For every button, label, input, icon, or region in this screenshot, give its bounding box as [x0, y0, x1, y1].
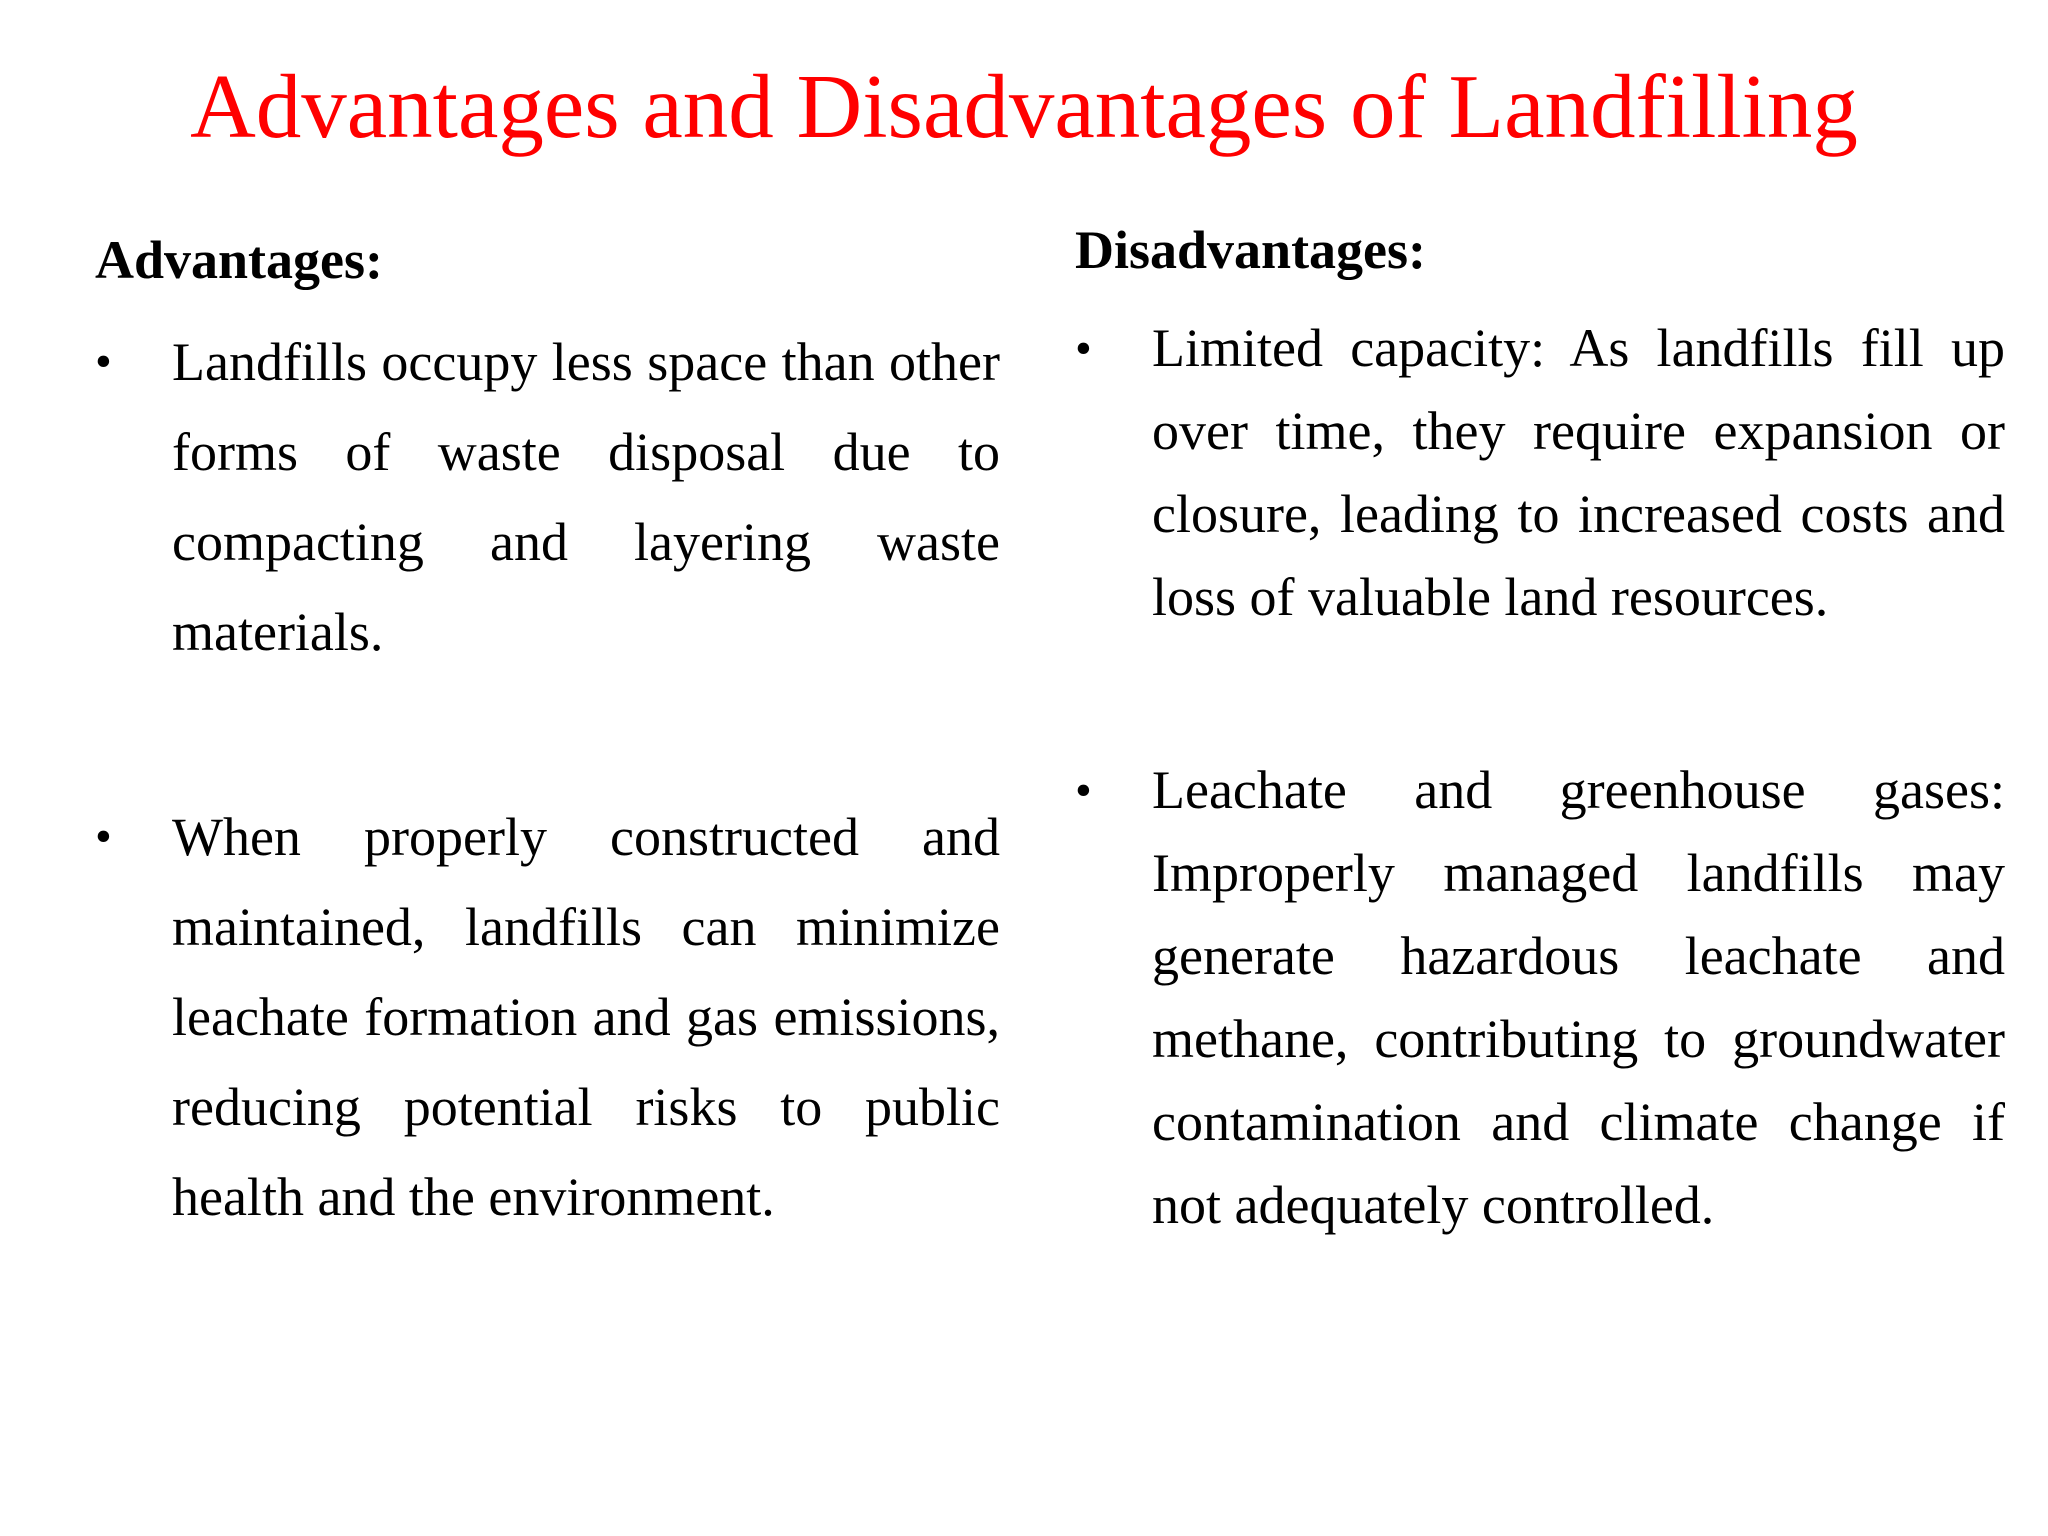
- disadvantages-heading: Disadvantages:: [1075, 220, 1427, 280]
- advantage-text: Landfills occupy less space than other forms of waste disposal due to compacting and layering waste materials.: [172, 332, 1000, 662]
- advantages-column: [95, 225, 1000, 1242]
- disadvantages-list-item: [1075, 307, 2005, 639]
- bullet-icon: •: [95, 810, 112, 863]
- disadvantage-text: Limited capacity: As landfills fill up over time, they require expansion or closure, leading to increased costs and loss of valuable land resources.: [1152, 318, 2005, 627]
- advantages-list-item: [95, 792, 1000, 1242]
- advantages-heading: Advantages:: [95, 230, 384, 290]
- advantages-list-item: [95, 317, 1000, 677]
- slide-title: Advantages and Disadvantages of Landfilling: [190, 56, 1858, 157]
- disadvantages-column: [1075, 215, 2005, 1247]
- bullet-icon: •: [1075, 764, 1092, 817]
- advantage-text: When properly constructed and maintained, landfills can minimize leachate formation and gas emissions, reducing potential risks to public health and the environment.: [172, 807, 1000, 1227]
- bullet-icon: •: [95, 335, 112, 388]
- disadvantage-text: Leachate and greenhouse gases: Improperly managed landfills may generate hazardous leachate and methane, contributing to groundwater contamination and climate change if not adequately controlled.: [1152, 760, 2005, 1235]
- bullet-icon: •: [1075, 322, 1092, 375]
- disadvantages-list-item: [1075, 749, 2005, 1247]
